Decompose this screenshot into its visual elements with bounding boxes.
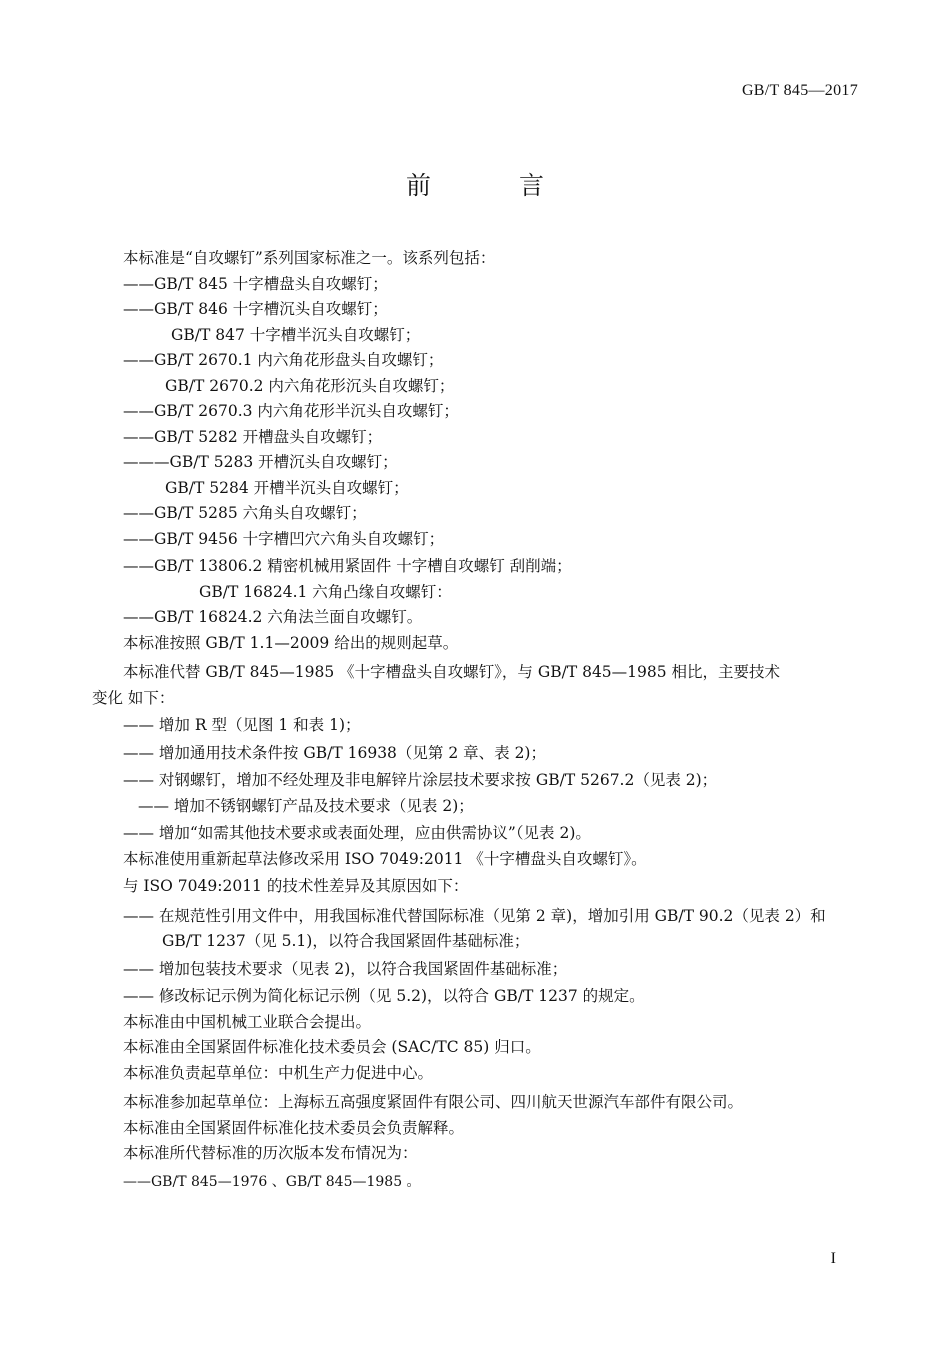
drafter-line: 本标准负责起草单位：中机生产力促进中心。 (123, 1063, 434, 1082)
change-item: —— 增加不锈钢螺钉产品及技术要求（见表 2)； (138, 796, 474, 815)
series-item: ——GB/T 16824.2 六角法兰面自攻螺钉。 (123, 608, 423, 626)
difference-item: —— 增加包装技术要求（见表 2)，以符合我国紧固件基础标准； (123, 959, 568, 978)
replacement-line: 本标准代替 GB/T 845—1985 《十字槽盘头自攻螺钉》，与 GB/T 845—1985 相比，主要技术 (123, 663, 781, 681)
change-item: —— 增加通用技术条件按 GB/T 16938（见第 2 章、表 2)； (123, 743, 546, 762)
page-title: 前 言 (406, 171, 584, 200)
change-item: —— 增加 R 型（见图 1 和表 1)； (123, 716, 361, 734)
history-item: ——GB/T 845—1976 、GB/T 845—1985 。 (123, 1173, 421, 1190)
series-item: ——GB/T 5285 六角头自攻螺钉； (123, 504, 367, 522)
series-item: GB/T 2670.2 内六角花形沉头自攻螺钉； (165, 376, 455, 395)
difference-item: —— 在规范性引用文件中，用我国标准代替国际标准（见第 2 章)，增加引用 GB/T 90.2（见表 2）和 GB/T 1237（见 5.1)，以符合我国紧固件基础标准； (123, 906, 826, 950)
participant-line: 本标准参加起草单位：上海标五高强度紧固件有限公司、四川航天世源汽车部件有限公司。 (123, 1093, 744, 1111)
series-item: GB/T 16824.1 六角凸缘自攻螺钉： (199, 582, 452, 601)
series-item: ——GB/T 846 十字槽沉头自攻螺钉； (123, 300, 388, 318)
series-item: GB/T 847 十字槽半沉头自攻螺钉； (171, 325, 421, 344)
committee-line: 本标准由全国紧固件标准化技术委员会 (SAC/TC 85) 归口。 (123, 1038, 541, 1056)
page-number: I (830, 1250, 836, 1267)
series-item: GB/T 5284 开槽半沉头自攻螺钉； (165, 478, 409, 497)
series-item: ——GB/T 2670.3 内六角花形半沉头自攻螺钉； (123, 402, 459, 420)
series-item: ——GB/T 5282 开槽盘头自攻螺钉； (123, 427, 383, 446)
series-item: ——GB/T 845 十字槽盘头自攻螺钉； (123, 274, 388, 293)
intro-line: 本标准是“自攻螺钉”系列国家标准之一。该系列包括： (123, 249, 496, 267)
series-item: ——GB/T 2670.1 内六角花形盘头自攻螺钉； (123, 351, 444, 369)
series-item: ——GB/T 9456 十字槽凹穴六角头自攻螺钉； (123, 529, 445, 548)
foreword-body (92, 246, 852, 1195)
adoption-line: 本标准使用重新起草法修改采用 ISO 7049:2011 《十字槽盘头自攻螺钉》。 (123, 849, 647, 868)
difference-intro: 与 ISO 7049:2011 的技术性差异及其原因如下： (123, 877, 469, 895)
interpretation-line: 本标准由全国紧固件标准化技术委员会负责解释。 (123, 1118, 465, 1137)
proposer-line: 本标准由中国机械工业联合会提出。 (123, 1012, 372, 1031)
series-item: ———GB/T 5283 开槽沉头自攻螺钉； (123, 453, 398, 471)
drafting-rule-line: 本标准按照 GB/T 1.1—2009 给出的规则起草。 (123, 633, 459, 652)
standard-code-header: GB/T 845—2017 (741, 82, 858, 99)
replacement-line-cont: 变化 如下： (92, 688, 175, 707)
change-item: —— 增加“如需其他技术要求或表面处理，应由供需协议”（见表 2)。 (123, 824, 591, 842)
difference-item: —— 修改标记示例为简化标记示例（见 5.2)，以符合 GB/T 1237 的规定。 (123, 987, 645, 1005)
series-item: ——GB/T 13806.2 精密机械用紧固件 十字槽自攻螺钉 刮削端； (123, 557, 572, 575)
history-intro: 本标准所代替标准的历次版本发布情况为： (123, 1144, 418, 1162)
change-item: —— 对钢螺钉，增加不经处理及非电解锌片涂层技术要求按 GB/T 5267.2（见表 2)； (123, 771, 718, 789)
